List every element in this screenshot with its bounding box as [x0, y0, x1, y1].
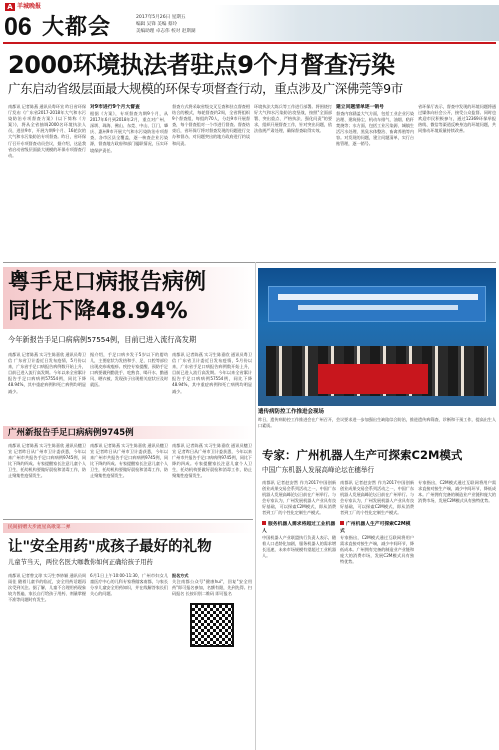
story3-column-2: 南都讯 记者陈燕 实习生陈嘉欣 通讯员穗卫宣 记者昨日从广州市卫计委获悉，今年以来广州市共报告手足口病病例9745例，同比下降约四成。专家提醒家长注意儿童个人卫生，托幼机构要做好晨检和消毒工作，防止聚集性疫情发生。: [90, 443, 168, 479]
story5-subhead-text: 服务机器人需求将超过工业机器人: [262, 521, 336, 534]
story5-column-1: [262, 480, 336, 745]
lead-column-5: [336, 104, 414, 258]
story5-text: 中国机器人产业联盟执行负责人表示，随着人口老龄化加剧，服务机器人的需求增长迅速，未来市场规模有望超过工业机器人。: [262, 534, 336, 558]
lead-column-4: 环境执法大练兵等工作进行部署。将围绕打好大气和水污染防治攻坚战，按照"全面部署、突出重点、严格执法、强化问责"的要求，组织开展督查工作，针对突出问题，依法依规严肃处理，确保督查取得实效。: [254, 104, 332, 134]
lead-col2-heading: 对9市进行9个月大督查: [90, 105, 140, 110]
story5-column-3: 专家指出，C2M模式通过互联网将用户需求直接对接生产端，减少中间环节，降低成本。广州拥有完备的制造业产业链和庞大的消费市场，发展C2M模式具有独特优势。: [418, 480, 496, 504]
story3-column-3: 南都讯 记者陈燕 实习生陈嘉欣 通讯员穗卫宣 记者昨日从广州市卫计委获悉，今年以来广州市共报告手足口病病例9745例，同比下降约四成。专家提醒家长注意儿童个人卫生，托幼机构要做好晨检和消毒工作，防止聚集性疫情发生。: [172, 443, 252, 479]
photo-caption: 遗传病防控工作推进会现场: [258, 409, 325, 415]
story2-headline-line2: 同比下降48.94%: [8, 299, 188, 324]
lead-headline: 2000环境执法者驻点9个月督查污染: [8, 51, 395, 79]
story5-text: 专家指出，C2M模式通过互联网将用户需求直接对接生产端，减少中间环节，降低成本。广州拥有完备的制造业产业链和庞大的消费市场，发展C2M模式具有独特优势。: [340, 534, 414, 564]
story4-column-2: 6月1日上午10:00-11:30，广州市妇女儿童医疗中心的儿科专家将做客南都，与家长分享儿童安全用药知识，并在线解答家长们关心的问题。: [90, 573, 168, 597]
story5-column-2: [340, 480, 414, 745]
lead-column-2: [90, 104, 168, 258]
lead-subheadline: 广东启动省级层面最大规模的环保专项督查行动，重点涉及广深佛莞等9市: [8, 81, 403, 96]
lead-col2-text: 根据《方案》，专项督查为期9个月，从2017年6月到2018年2月，重点对广州、深圳、珠海、佛山、东莞、中山、江门、肇庆、惠州9市开展大气和水污染防治专项督查，各市区县全覆盖，逐一核查企业污染源，督查地方政府和部门履职情况，压实环境保护责任。: [90, 111, 168, 153]
photo-caption-text: 昨日，遗传病防控工作推进会在广州召开，会议要求进一步加强出生缺陷综合防治，推进遗传病筛查、诊断和干预工作，提高出生人口素质。: [258, 417, 496, 429]
story2-column-1: 南都讯 记者陈燕 实习生陈嘉欣 通讯员粤卫信 广东省卫计委近日发布疫情，5月份以来，广东省手足口病报告病例数开始上升，目前已进入流行高发期。今年以来全省累计报告手足口病病例57554例，同比下降48.94%，其中重症病例和死亡病例均明显减少。: [8, 352, 86, 394]
bullet-icon: [262, 521, 266, 525]
column-separator: [255, 262, 256, 750]
masthead-color-bar: [214, 5, 499, 41]
story2-column-3: 南都讯 记者陈燕 实习生陈嘉欣 通讯员粤卫信 广东省卫计委近日发布疫情，5月份以来，广东省手足口病报告病例数开始上升，目前已进入流行高发期。今年以来全省累计报告手足口病病例57554例，同比下降48.94%，其中重症病例和死亡病例均明显减少。: [172, 352, 252, 394]
story4-subheadline: 儿童节当天，两位名医大咖教你如何正确给孩子用药: [8, 559, 153, 566]
story5-text: 南都讯 记者赵安然 作为2017中国创新创业成果交易会系列活动之一，中国广东机器人发展高峰论坛日前在广州举行。与会专家认为，广州发展机器人产业具有良好基础，可以探索C2M模式，即从消费者到工厂的个性化定制生产模式。: [262, 480, 336, 516]
lead-col5-text: 督查内容涵盖大气方面，包括工业企业污染治理、建筑扬尘、机动车排气、油烟、秸秆焚烧等；水方面，包括工业污染源、城镇生活污水处理、黑臭水体整治、畜禽养殖等内容。对发现的问题，建立问题清单，实行台账管理，逐一销号。: [336, 111, 414, 147]
story4-signup-heading: 报名方式: [172, 573, 189, 578]
bullet-icon: [340, 521, 344, 525]
story5-subhead: [340, 521, 414, 535]
story3-headline: 广州新报告手足口病病例9745例: [8, 428, 134, 438]
story5-subhead: [262, 521, 336, 535]
story2-column-2: 据介绍，手足口病多发于5岁以下的婴幼儿，主要症状为发热和手、足、口腔等部位出现皮疹或疱疹。疾控专家提醒，预防手足口病要做到勤洗手、吃熟食、喝开水、勤通风、晒衣被，发现孩子出现相关症状应及时就医。: [90, 352, 168, 388]
story5-text: 南都讯 记者赵安然 作为2017中国创新创业成果交易会系列活动之一，中国广东机器人发展高峰论坛日前在广州举行。与会专家认为，广州发展机器人产业具有良好基础，可以探索C2M模式，即从消费者到工厂的个性化定制生产模式。: [340, 480, 414, 516]
lead-column-1: 南都讯 记者陈燕 通讯员粤环宣 昨日省环保厅发布《广东省2017-2018年大气和水污染防治专项督查方案》(以下简称《方案》)，将从全省抽调2000名环境执法人员，进驻9市，开展为期9个月、16轮次的大气和水污染防治专项督查。昨日，省环保厅召开专项督查动员会议，据介绍，这是我省启动省级层面最大规模的环保专项督查行动。: [8, 104, 86, 158]
photo-stage-banner: [268, 286, 486, 322]
lead-col5-heading: 建立问题清单逐一销号: [336, 105, 384, 110]
story5-headline: 专家：广州机器人生产可探索C2M模式: [262, 448, 463, 462]
story2-subheadline: 今年新报告手足口病病例57554例，目前已进入流行高发期: [8, 335, 197, 344]
section-title: 大都会: [42, 15, 112, 40]
photo-banner-text: [278, 294, 478, 300]
page-number: 06: [4, 13, 32, 41]
story4-kicker: 民间捐赠大步流星高歌第二弹: [8, 525, 71, 530]
brand-tag: A: [5, 3, 15, 11]
editor-line: 编辑 吴锋 美编 蔡玲: [136, 22, 178, 27]
story4-headline: 让"安全用药"成孩子最好的礼物: [8, 539, 212, 555]
story4-column-1: 南都讯 记者曾文琼 实习生李妙颖 通讯员周雨佳 随着儿童节的临近，安全用药话题再次受到关注。据了解，儿童不合理用药现象较为普遍，家长自行给孩子用药、剂量掌握不准等问题时有发生。: [8, 573, 86, 603]
story5-subhead-text: 广州机器人生产可探索C2M模式: [340, 521, 411, 534]
story4-column-3: [172, 573, 252, 745]
paper-name: 羊城晚报: [17, 3, 42, 10]
date-line: 2017年5月26日 星期五: [136, 15, 186, 20]
story5-subheadline: 中国广东机器人发展高峰论坛在穗举行: [262, 466, 375, 474]
qr-code[interactable]: [190, 603, 234, 647]
story3-column-1: 南都讯 记者陈燕 实习生陈嘉欣 通讯员穗卫宣 记者昨日从广州市卫计委获悉，今年以来广州市共报告手足口病病例9745例，同比下降约四成。专家提醒家长注意儿童个人卫生，托幼机构要做好晨检和消毒工作，防止聚集性疫情发生。: [8, 443, 86, 479]
story4-signup-body: 关注南都公众号"健康hui"，回复"安全用药"即可报名参加，名额有限，先到先得。扫码报名 长按识别二维码 即可报名: [172, 579, 252, 597]
section-divider: [3, 519, 253, 520]
editor-line: 美编助理 卓志伟 校对 赵斯湖: [136, 29, 196, 34]
story2-headline-line1: 粤手足口病报告病例: [8, 270, 207, 295]
lead-column-6: 省环保厅表示，督查中发现的环境问题将通过媒体向社会公开，接受公众监督。同时也欢迎市民积极参与，通过12369环保举报热线、微信等渠道反映身边的环境问题，共同推动环境质量持续改善。: [418, 104, 496, 134]
photo-banner-text: [298, 305, 458, 310]
news-photo: [258, 268, 496, 406]
masthead-rule: [3, 42, 496, 44]
lead-column-3: 督查方式将采取省级交叉互查和驻点督查相结合的模式，每轮督查约2周，全省将组织9个督查组，每组约70人，分赴9市开展督查，每个督查组对一个市进行督查。督查结束后，省环保厅将对督查发现的问题进行交办和督办，对问题突出的地方政府进行约谈和问责。: [172, 104, 250, 146]
section-divider: [3, 262, 496, 263]
photo-ceremony-table: [318, 364, 428, 394]
